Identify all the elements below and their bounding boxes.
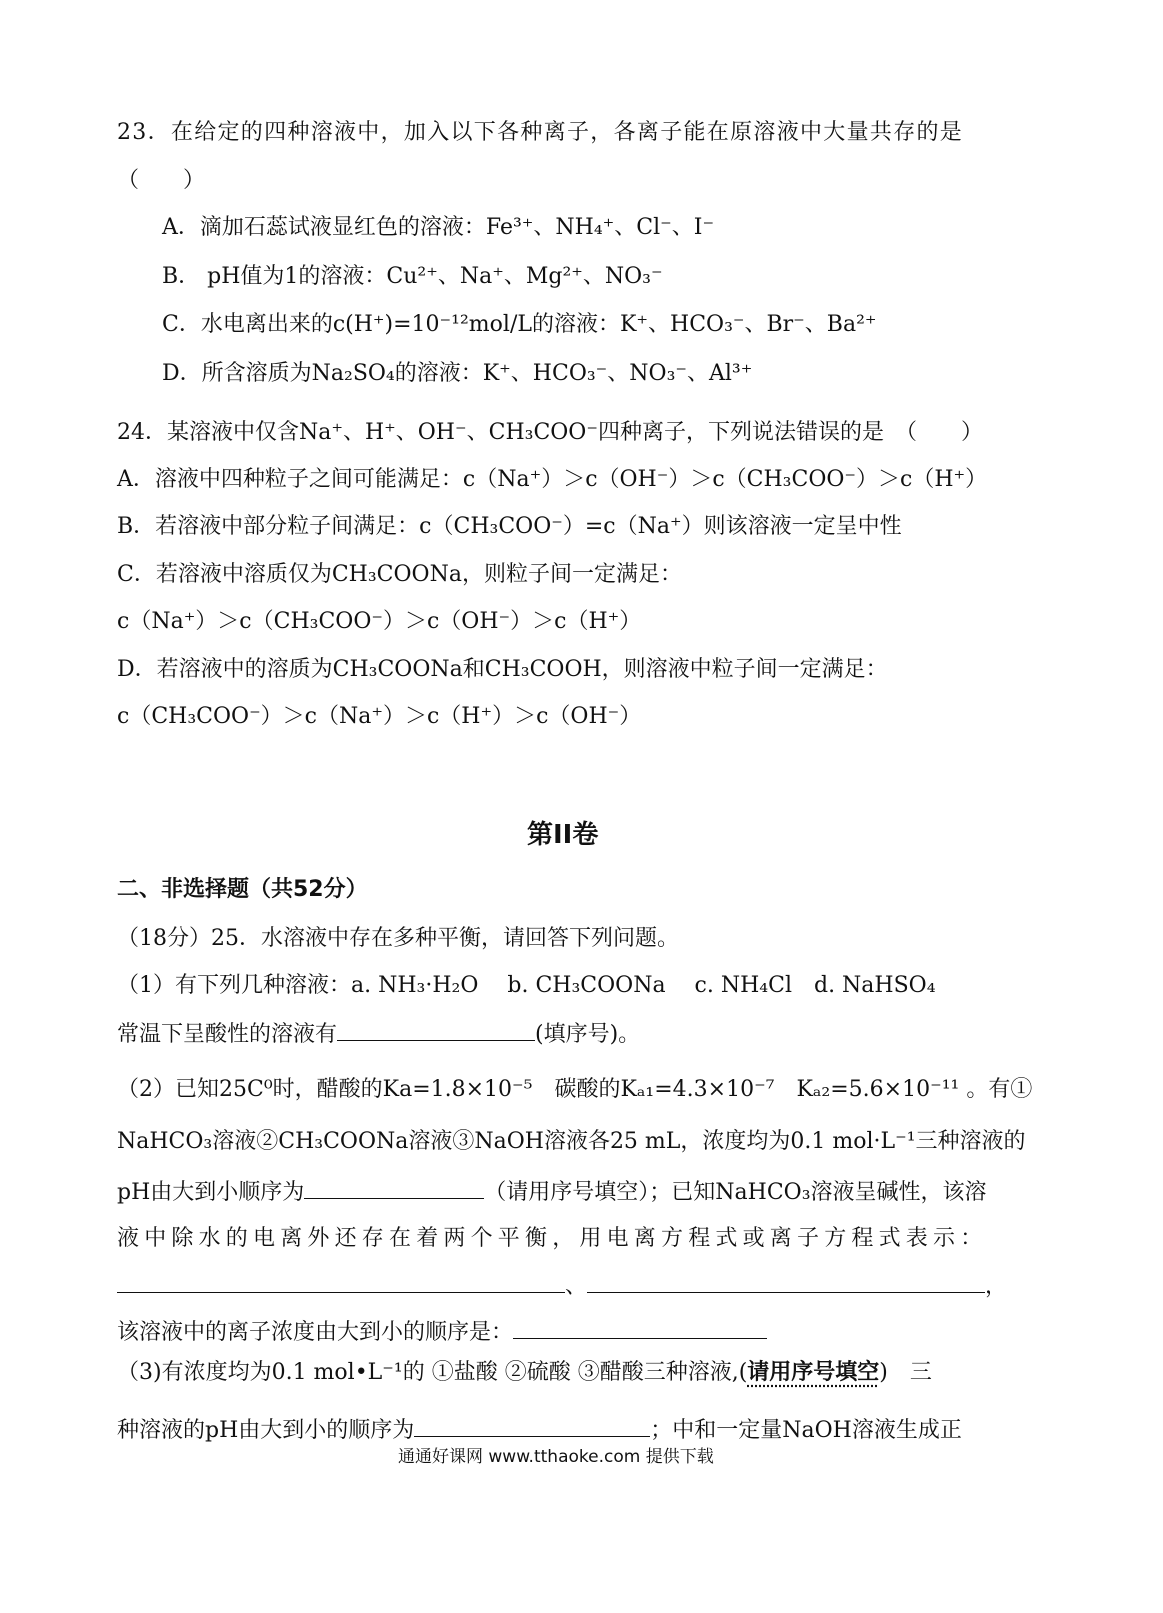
q25-part3-prefix: （3)有浓度均为0.1 mol•L⁻¹的 ①盐酸 ②硫酸 ③醋酸三种溶液,(	[117, 1360, 748, 1385]
blank-end-comma: ，	[985, 1274, 1008, 1299]
q25-part3-prompt: 种溶液的pH由大到小的顺序为	[117, 1418, 415, 1443]
q25-part1-answer-line	[117, 1018, 640, 1050]
q25-part1: （1）有下列几种溶液：a. NH₃·H₂O b. CH₃COONa c. NH₄Cl d. NaHSO₄	[117, 973, 936, 998]
q23-paren: （ ）	[117, 168, 206, 193]
q23-option-b: B． pH值为1的溶液：Cu²⁺、Na⁺、Mg²⁺、NO₃⁻	[162, 264, 663, 289]
answer-blank-3[interactable]	[117, 1272, 565, 1293]
answer-blank-5[interactable]	[513, 1318, 767, 1339]
q25-part2-answer-line	[117, 1176, 987, 1208]
q24-option-a: A．溶液中四种粒子之间可能满足：c（Na⁺）＞c（OH⁻）＞c（CH₃COO⁻）＞c（H⁺）	[117, 467, 988, 492]
q25-stem: （18分）25．水溶液中存在多种平衡，请回答下列问题。	[117, 926, 679, 951]
q25-part3-tail: ；中和一定量NaOH溶液生成正	[650, 1418, 962, 1443]
q24-option-d: D．若溶液中的溶质为CH₃COONa和CH₃COOH，则溶液中粒子间一定满足：	[117, 657, 888, 682]
q24-option-c-relation: c（Na⁺）＞c（CH₃COO⁻）＞c（OH⁻）＞c（H⁺）	[117, 609, 642, 634]
answer-blank-4[interactable]	[587, 1272, 985, 1293]
part2-title: 第II卷	[527, 820, 599, 850]
section-heading: 二、非选择题（共52分）	[117, 877, 368, 902]
answer-blank-6[interactable]	[414, 1414, 650, 1437]
q25-part2-line1: （2）已知25C⁰时，醋酸的Ka=1.8×10⁻⁵ 碳酸的Kₐ₁=4.3×10⁻⁷ Kₐ₂=5.6×10⁻¹¹ 。有①	[117, 1077, 1033, 1102]
q25-part1-prompt: 常温下呈酸性的溶液有	[117, 1022, 338, 1047]
q25-part2-equation-blanks	[117, 1272, 1007, 1302]
q25-part2-prompt: pH由大到小顺序为	[117, 1180, 305, 1205]
q25-part3-emphasis: 请用序号填空	[747, 1360, 880, 1385]
q25-part2-order-prompt: 该溶液中的离子浓度由大到小的顺序是：	[117, 1320, 514, 1345]
q23-option-c: C．水电离出来的c(H⁺)=10⁻¹²mol/L的溶液：K⁺、HCO₃⁻、Br⁻、Ba²⁺	[162, 312, 877, 337]
q24-option-d-relation: c（CH₃COO⁻）＞c（Na⁺）＞c（H⁺）＞c（OH⁻）	[117, 704, 642, 729]
answer-blank-1[interactable]	[337, 1018, 535, 1041]
blank-separator: 、	[565, 1274, 588, 1299]
q25-part2-line2: NaHCO₃溶液②CH₃COONa溶液③NaOH溶液各25 mL，浓度均为0.1 mol·L⁻¹三种溶液的	[117, 1129, 1026, 1154]
q24-option-c: C．若溶液中溶质仅为CH₃COONa，则粒子间一定满足：	[117, 562, 682, 587]
q25-part2-order-line	[117, 1318, 767, 1348]
page-footer: 通通好课网 www.tthaoke.com 提供下载	[398, 1447, 714, 1467]
q25-part3-line1	[117, 1358, 932, 1388]
q23-option-a: A．滴加石蕊试液显红色的溶液：Fe³⁺、NH₄⁺、Cl⁻、I⁻	[162, 215, 715, 240]
q23-stem: 23．在给定的四种溶液中，加入以下各种离子，各离子能在原溶液中大量共存的是	[117, 120, 964, 145]
q23-option-d: D．所含溶质为Na₂SO₄的溶液：K⁺、HCO₃⁻、NO₃⁻、Al³⁺	[162, 361, 753, 386]
q24-option-b: B．若溶液中部分粒子间满足：c（CH₃COO⁻）=c（Na⁺）则该溶液一定呈中性	[117, 514, 902, 539]
q24-stem: 24．某溶液中仅含Na⁺、H⁺、OH⁻、CH₃COO⁻四种离子，下列说法错误的是 （ ）	[117, 420, 983, 445]
q25-part2-line4: 液中除水的电离外还存在着两个平衡，用电离方程式或离子方程式表示：	[117, 1226, 988, 1251]
q25-part1-suffix: (填序号)。	[535, 1022, 641, 1047]
q25-part2-suffix: （请用序号填空）；已知NaHCO₃溶液呈碱性，该溶	[484, 1180, 987, 1205]
answer-blank-2[interactable]	[304, 1176, 484, 1199]
q25-part3-suffix: ) 三	[879, 1360, 932, 1385]
